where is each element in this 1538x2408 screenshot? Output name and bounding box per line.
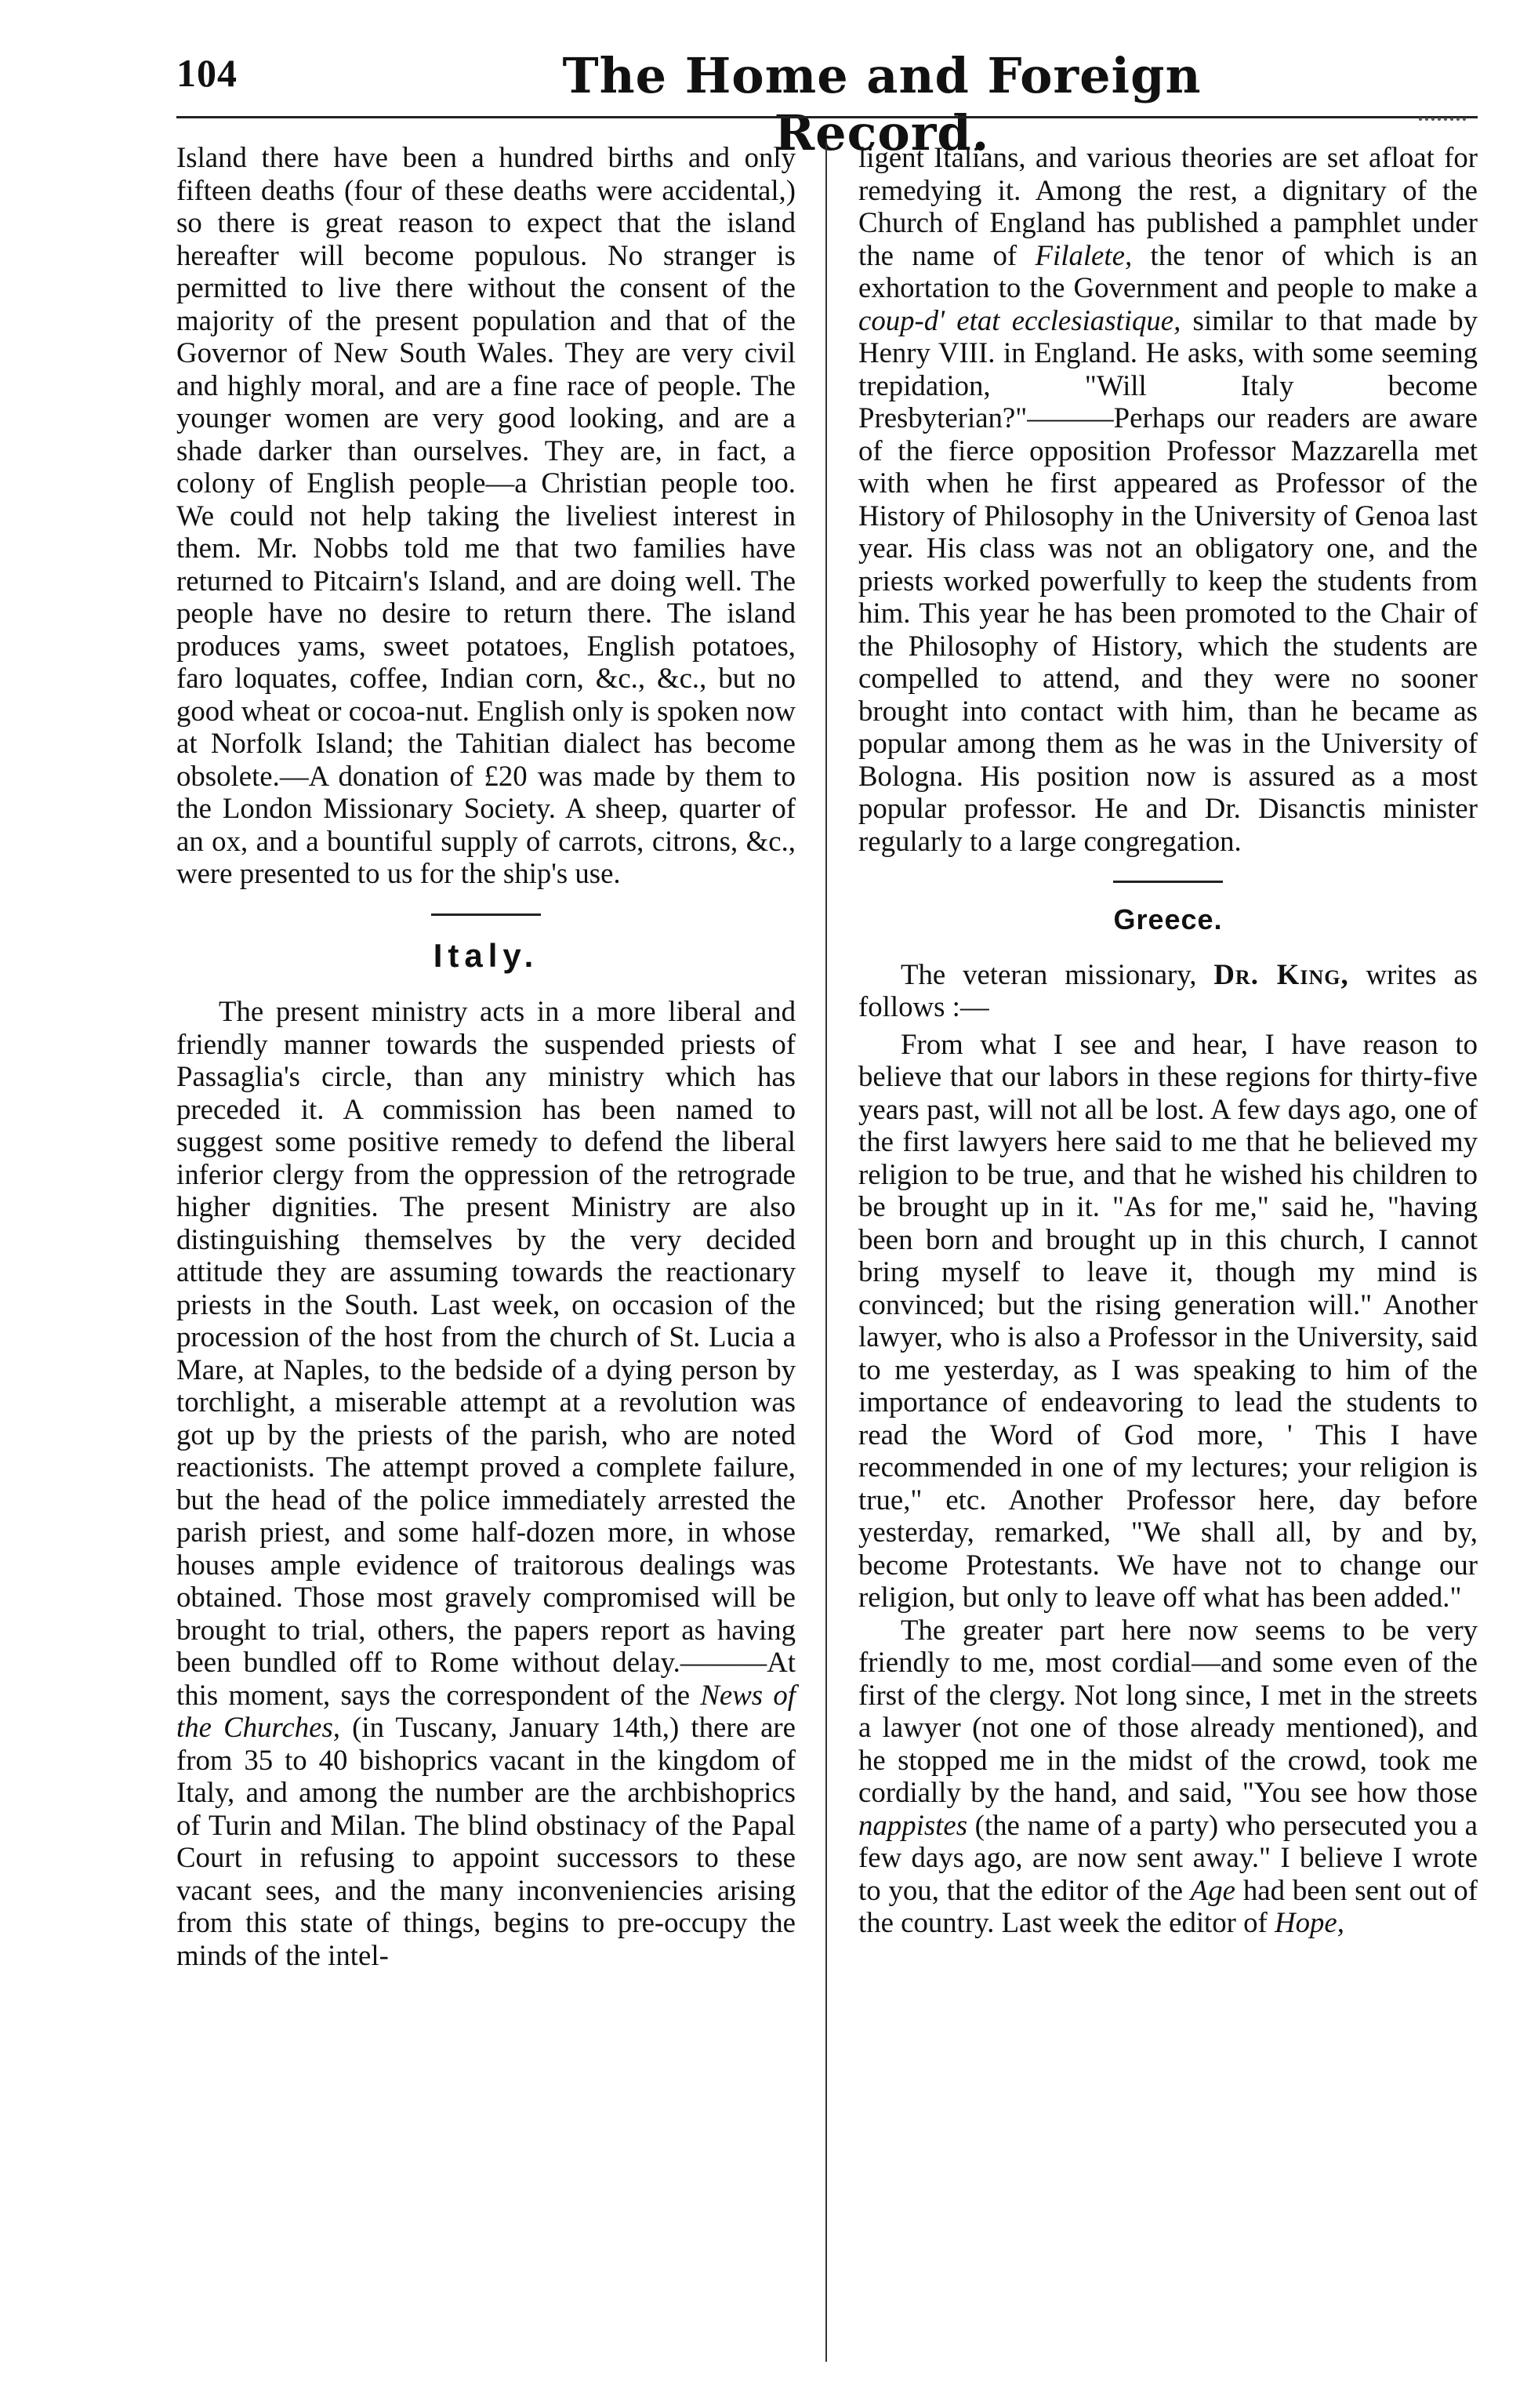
italy-continued-paragraph (858, 141, 1478, 857)
section-divider (431, 913, 541, 916)
missionary-name: Dr. King, (1213, 957, 1349, 990)
header-rule (176, 116, 1478, 118)
greece-p2-part2: (the name of a party) who persecuted you a few days ago, are now sent away." I believe I wrote to you, that the editor of the (858, 1808, 1478, 1906)
norfolk-island-paragraph: Island there have been a hundred births and only fifteen deaths (four of these deaths were accidental,) so there is great reason to expect that the island hereafter will become populous. No stranger is permitted to live there without the consent of the majority of the present population and that of the Governor of New South Wales. They are very civil and highly moral, and are a fine race of people. The younger women are very good looking, and are a shade darker than ourselves. They are, in fact, a colony of English people—a Christian people too. We could not help taking the liveliest interest in them. Mr. Nobbs told me that two families have returned to Pitcairn's Island, and are doing well. The people have no desire to return there. The island produces yams, sweet potatoes, English potatoes, faro loquates, coffee, Indian corn, &c., &c., but no good wheat or cocoa-nut. English only is spoken now at Norfolk Island; the Tahitian dialect has become obsolete.—A donation of £20 was made by them to the London Missionary Society. A sheep, quarter of an ox, and a bountiful supply of carrots, citrons, &c., were presented to us for the ship's use. (176, 141, 796, 889)
italy-text-part2: (in Tuscany, January 14th,) there are from 35 to 40 bishoprics vacant in the kingdom of Italy, and among the number are the archbishoprics of Turin and Milan. The blind obstinacy of the Papal Court in refusing to appoint successors to these vacant sees, and the many inconveniencies arising from this state of things, begins to pre-occupy the minds of the intel- (176, 1711, 796, 1971)
running-title: The Home and Foreign Record. (562, 47, 1202, 162)
greece-p2-part1: The greater part here now seems to be very friendly to me, most cordial—and some even of the first of the clergy. Not long since, I met in the streets a lawyer (not one of those already mentioned), and he stopped me in the midst of the crowd, took me cordially by the hand, and said, "You see how those (858, 1613, 1478, 1808)
coup-d-etat-phrase: coup-d' etat ecclesiastique, (858, 303, 1181, 336)
italy-continued-part1: ligent Italians, and various theories are set afloat for remedying it. Among the rest, a dignitary of the Church of England has published a pamphlet under the name of (858, 141, 1478, 271)
italy-text-part1: The present ministry acts in a more liberal and friendly manner towards the suspended priests of Passaglia's circle, than any ministry which has preceded it. A commission has been named to suggest some positive remedy to defend the liberal inferior clergy from the oppression of the retrograde higher dignities. The present Ministry are also distinguishing themselves by the very decided attitude they are assuming towards the reactionary priests in the South. Last week, on occasion of the procession of the host from the church of St. Lucia a Mare, at Naples, to the bedside of a dying person by torchlight, a miserable attempt at a revolution was got up by the priests of the parish, who are noted reactionists. The attempt proved a complete failure, but the head of the police immediately arrested the parish priest, and some half-dozen more, in whose houses ample evidence of traitorous dealings was obtained. Those most gravely compromised will be brought to trial, others, the papers report as having been bundled off to Rome without delay.———At this moment, says the correspondent of the (176, 995, 796, 1711)
greece-intro (858, 958, 1478, 1023)
greece-intro-part2: writes as follows :— (858, 957, 1478, 1022)
greece-paragraph-1: From what I see and hear, I have reason to believe that our labors in these regions for thirty-five years past, will not all be lost. A few days ago, one of the first lawyers here said to me that he believed my religion to be true, and that he wished his children to be brought up in it. "As for me," said he, "having been born and brought up in this church, I cannot bring myself to leave it, though my mind is convinced; but the rising generation will." Another lawyer, who is also a Professor in the University, said to me yesterday, as I was speaking to him of the importance of endeavoring to lead the students to read the Word of God more, ' This I have recommended in one of my lectures; your religion is true," etc. Another Professor here, day before yesterday, remarked, "We shall all, by and by, become Protestants. We have not to change our religion, but only to leave off what has been added." (858, 1027, 1478, 1613)
right-column (858, 141, 1478, 1939)
page-number: 104 (176, 51, 238, 95)
header-rule-ornament (1419, 118, 1466, 121)
news-of-the-churches-title: News of the Churches, (176, 1678, 796, 1743)
left-column (176, 141, 796, 1971)
italy-paragraph (176, 995, 796, 1971)
section-divider (1113, 881, 1223, 883)
greece-paragraph-2 (858, 1614, 1478, 1939)
age-newspaper-title: Age (1190, 1873, 1236, 1906)
greece-intro-part1: The veteran missionary, (901, 957, 1214, 990)
nappistes-term: nappistes (858, 1808, 968, 1841)
italy-continued-part2: the tenor of which is an exhortation to the Government and people to make a (858, 238, 1478, 303)
column-divider (825, 143, 827, 2362)
italy-continued-part3: similar to that made by Henry VIII. in England. He asks, with some seeming trepidation, "Will Italy become Presbyterian?"———Perhaps our readers are aware of the fierce opposition Professor Mazzarella met with when he first appeared as Professor of the History of Philosophy in the University of Genoa last year. His class was not an obligatory one, and the priests worked powerfully to keep the students from him. This year he has been promoted to the Chair of the Philosophy of History, which the students are compelled to attend, and they were no sooner brought into contact with him, than he became as popular among them as he was in the University of Bologna. His position now is assured as a most popular professor. He and Dr. Disanctis minister regularly to a large congregation. (858, 303, 1478, 857)
greece-heading: Greece. (1113, 903, 1223, 935)
page-header (176, 47, 1478, 162)
filalete-pseudonym: Filalete, (1035, 238, 1133, 271)
italy-heading: Italy. (433, 936, 539, 974)
hope-newspaper-title: Hope, (1275, 1906, 1344, 1938)
greece-p2-part3: had been sent out of the country. Last week the editor of (858, 1873, 1478, 1938)
